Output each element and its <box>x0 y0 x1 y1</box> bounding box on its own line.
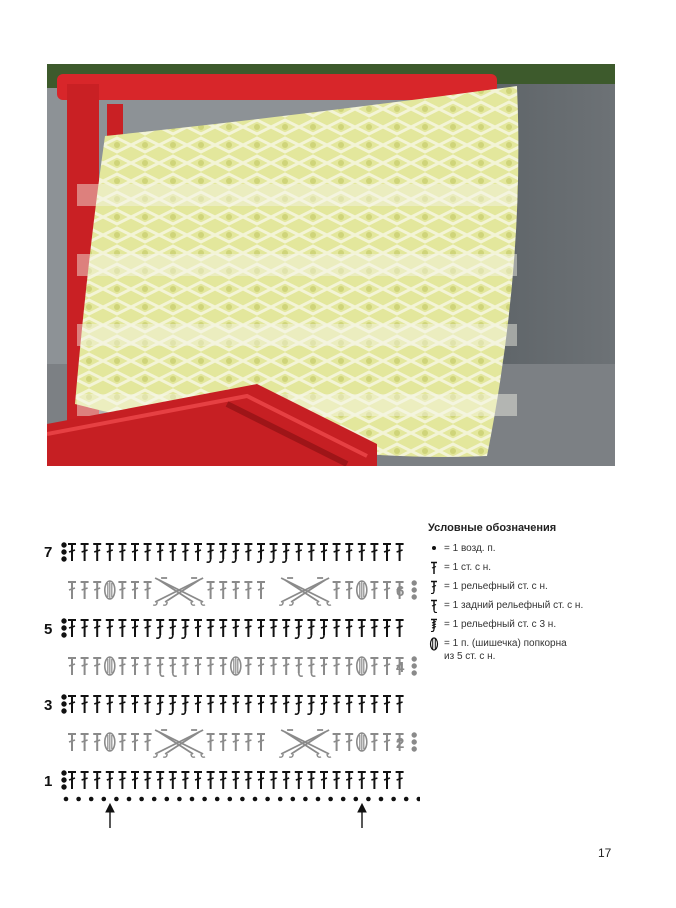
legend-item-text: = 1 рельефный ст. с н. <box>444 581 548 592</box>
dc-symbol <box>81 619 89 637</box>
dc-symbol <box>81 733 89 751</box>
dc-symbol <box>232 771 240 789</box>
dc-symbol <box>156 657 164 676</box>
dc-symbol <box>106 695 114 713</box>
dc-symbol <box>131 695 139 713</box>
front-post-dc-symbol <box>156 619 164 638</box>
dc-symbol <box>144 695 152 713</box>
legend-item-text: = 1 рельефный ст. с 3 н. <box>444 619 557 630</box>
dc-symbol <box>181 657 189 675</box>
chain-dot <box>303 797 308 802</box>
front-post-tr-icon <box>428 618 440 632</box>
chain-dot <box>404 797 409 802</box>
repeat-arrow-right <box>358 804 366 828</box>
dc-symbol <box>144 771 152 789</box>
dc-symbol <box>106 543 114 561</box>
front-post-dc-symbol <box>307 619 315 638</box>
chain-dot <box>240 797 245 802</box>
turning-chain <box>62 619 66 637</box>
dc-symbol <box>181 543 189 561</box>
dc-symbol <box>219 657 227 675</box>
pillow-photo <box>47 64 615 466</box>
front-post-dc-symbol <box>181 619 189 638</box>
dc-symbol <box>307 543 315 561</box>
dc-symbol <box>383 581 391 599</box>
chain-dot <box>190 797 195 802</box>
dc-symbol <box>232 619 240 637</box>
turning-chain <box>412 581 416 599</box>
row-label-4: 4 <box>396 659 405 676</box>
cross-post-symbol <box>153 578 205 605</box>
dc-symbol <box>358 543 366 561</box>
dc-symbol <box>68 543 76 561</box>
dc-symbol <box>270 695 278 713</box>
legend-item-double-crochet <box>428 561 658 580</box>
dc-symbol <box>93 657 101 675</box>
dc-symbol <box>131 581 139 599</box>
front-post-dc-symbol <box>257 543 265 562</box>
dc-symbol <box>81 657 89 675</box>
chain-dot <box>177 797 182 802</box>
front-post-dc-symbol <box>169 695 177 714</box>
dc-symbol <box>144 733 152 751</box>
turning-chain <box>62 695 66 713</box>
dc-symbol <box>106 771 114 789</box>
dc-symbol <box>257 581 265 599</box>
front-post-dc-symbol <box>156 695 164 714</box>
legend-item-text: = 1 ст. с н. <box>444 562 492 573</box>
row-label-1: 1 <box>44 773 53 790</box>
chain-dot <box>64 797 69 802</box>
turning-chain <box>412 733 416 751</box>
legend-item-treble-post <box>428 618 658 637</box>
dc-symbol <box>194 771 202 789</box>
dc-symbol <box>131 771 139 789</box>
front-post-dc-symbol <box>295 695 303 714</box>
page-number: 17 <box>598 846 612 860</box>
dc-symbol <box>194 619 202 637</box>
chain-dot <box>165 797 170 802</box>
legend-title: Условные обозначения <box>428 522 557 534</box>
dc-symbol <box>93 733 101 751</box>
dc-symbol <box>383 695 391 713</box>
front-post-dc-symbol <box>270 543 278 562</box>
dc-symbol <box>270 619 278 637</box>
turning-chain <box>412 657 416 675</box>
dc-symbol <box>282 771 290 789</box>
front-post-dc-symbol <box>219 543 227 562</box>
dc-symbol <box>169 657 177 676</box>
dc-symbol <box>370 619 378 637</box>
dc-symbol <box>207 733 215 751</box>
dc-symbol <box>244 657 252 675</box>
chain-dot <box>265 797 270 802</box>
dc-symbol <box>320 543 328 561</box>
front-post-dc-symbol <box>320 695 328 714</box>
popcorn-symbol <box>357 733 367 751</box>
repeat-arrow-left <box>106 804 114 828</box>
dc-symbol <box>131 657 139 675</box>
turning-chain <box>62 771 66 789</box>
dc-symbol <box>131 619 139 637</box>
dc-symbol <box>295 543 303 561</box>
dc-symbol <box>68 695 76 713</box>
dc-symbol <box>370 657 378 675</box>
legend-item-popcorn <box>428 637 658 671</box>
dc-symbol <box>207 619 215 637</box>
legend-item-back-post <box>428 599 658 618</box>
dc-symbol <box>270 657 278 675</box>
dc-symbol <box>370 695 378 713</box>
dc-symbol <box>370 543 378 561</box>
dc-symbol <box>181 771 189 789</box>
chain-dot <box>139 797 144 802</box>
crochet-chart <box>40 528 420 838</box>
dc-symbol <box>345 771 353 789</box>
chain-dot <box>215 797 220 802</box>
dc-symbol <box>333 695 341 713</box>
dc-symbol <box>68 771 76 789</box>
dc-symbol <box>118 619 126 637</box>
front-post-dc-icon <box>428 580 440 594</box>
row-label-7: 7 <box>44 544 53 561</box>
chain-dot <box>391 797 396 802</box>
dc-symbol <box>345 657 353 675</box>
dc-symbol <box>93 695 101 713</box>
dc-symbol <box>93 619 101 637</box>
legend-item-text-continued: из 5 ст. с н. <box>444 651 496 662</box>
dc-symbol <box>333 619 341 637</box>
dc-symbol <box>118 581 126 599</box>
dc-symbol <box>358 771 366 789</box>
dc-symbol <box>118 771 126 789</box>
dc-symbol <box>219 771 227 789</box>
dc-symbol <box>333 733 341 751</box>
front-post-dc-symbol <box>232 543 240 562</box>
chain-dot <box>379 797 384 802</box>
chain-dot <box>102 797 107 802</box>
popcorn-symbol <box>105 657 115 675</box>
dc-symbol <box>207 581 215 599</box>
dc-symbol <box>118 733 126 751</box>
dc-symbol <box>370 771 378 789</box>
dc-symbol <box>244 543 252 561</box>
legend-item-text: = 1 п. (шишечка) попкорна <box>444 638 567 649</box>
row-label-3: 3 <box>44 697 53 714</box>
chain-dot <box>253 797 258 802</box>
dc-symbol <box>118 543 126 561</box>
dc-symbol <box>396 695 404 713</box>
dc-symbol <box>396 543 404 561</box>
chain-dot <box>341 797 346 802</box>
dc-symbol <box>358 619 366 637</box>
dc-symbol <box>219 695 227 713</box>
dc-symbol <box>270 771 278 789</box>
dc-symbol <box>244 771 252 789</box>
dc-symbol <box>257 657 265 675</box>
dc-symbol <box>131 543 139 561</box>
cross-post-symbol <box>153 730 205 757</box>
dc-symbol <box>320 657 328 675</box>
popcorn-symbol <box>357 657 367 675</box>
chain-dot <box>328 797 333 802</box>
dc-symbol <box>232 581 240 599</box>
dc-symbol <box>244 733 252 751</box>
dc-symbol <box>207 657 215 675</box>
dc-symbol <box>219 619 227 637</box>
dc-symbol <box>307 771 315 789</box>
chain-dot <box>291 797 296 802</box>
chain-dot <box>366 797 371 802</box>
chain-dot <box>417 797 421 802</box>
dc-symbol <box>257 733 265 751</box>
chain-dot <box>114 797 119 802</box>
dc-symbol <box>144 543 152 561</box>
dc-symbol <box>68 657 76 675</box>
dc-symbol <box>144 619 152 637</box>
dc-symbol <box>194 657 202 675</box>
chain-dot <box>228 797 233 802</box>
dc-symbol <box>257 771 265 789</box>
dc-symbol <box>244 619 252 637</box>
dc-symbol <box>396 619 404 637</box>
dc-symbol <box>68 733 76 751</box>
dc-symbol <box>282 657 290 675</box>
dc-symbol <box>93 543 101 561</box>
chain-dot <box>316 797 321 802</box>
legend-item-text: = 1 возд. п. <box>444 543 496 554</box>
dc-symbol <box>244 695 252 713</box>
dc-symbol <box>333 657 341 675</box>
popcorn-symbol <box>105 733 115 751</box>
chain-dot <box>278 797 283 802</box>
dc-symbol <box>383 733 391 751</box>
dc-symbol <box>345 543 353 561</box>
back-post-dc-icon <box>428 599 440 613</box>
dc-symbol <box>333 581 341 599</box>
dc-symbol <box>68 581 76 599</box>
dc-symbol <box>194 695 202 713</box>
front-post-dc-symbol <box>320 619 328 638</box>
dc-symbol <box>307 657 315 676</box>
row-label-2: 2 <box>396 735 405 752</box>
front-post-dc-symbol <box>295 619 303 638</box>
dc-symbol <box>345 733 353 751</box>
dc-symbol <box>144 581 152 599</box>
dc-symbol <box>81 771 89 789</box>
dc-symbol <box>396 771 404 789</box>
chain-dot <box>152 797 157 802</box>
popcorn-icon <box>428 637 440 651</box>
dc-symbol <box>345 581 353 599</box>
dc-symbol <box>383 543 391 561</box>
dc-symbol <box>345 695 353 713</box>
dc-symbol <box>106 619 114 637</box>
row-label-5: 5 <box>44 621 53 638</box>
dc-symbol <box>81 543 89 561</box>
dc-symbol <box>295 657 303 676</box>
chain-dot <box>354 797 359 802</box>
dc-symbol <box>370 733 378 751</box>
dc-symbol <box>383 771 391 789</box>
dc-symbol <box>257 619 265 637</box>
dc-symbol <box>370 581 378 599</box>
dc-symbol <box>93 771 101 789</box>
dc-symbol <box>383 657 391 675</box>
dc-symbol <box>81 581 89 599</box>
legend <box>428 522 658 671</box>
dc-symbol <box>232 695 240 713</box>
dc-symbol <box>156 771 164 789</box>
dc-symbol <box>320 771 328 789</box>
dc-symbol <box>358 695 366 713</box>
row-label-6: 6 <box>396 583 405 600</box>
legend-item-text: = 1 задний рельефный ст. с н. <box>444 600 584 611</box>
dc-symbol <box>232 733 240 751</box>
chain-dot <box>76 797 81 802</box>
legend-item-front-post <box>428 580 658 599</box>
foundation-chain <box>64 797 420 802</box>
chain-dot-icon <box>428 542 440 556</box>
dc-symbol <box>207 695 215 713</box>
dc-symbol <box>244 581 252 599</box>
popcorn-symbol <box>231 657 241 675</box>
dc-symbol <box>118 695 126 713</box>
cross-post-symbol <box>279 578 331 605</box>
dc-symbol <box>219 733 227 751</box>
dc-symbol <box>282 695 290 713</box>
dc-symbol <box>257 695 265 713</box>
dc-symbol <box>194 543 202 561</box>
chain-dot <box>89 797 94 802</box>
front-post-dc-symbol <box>282 543 290 562</box>
double-crochet-icon <box>428 561 440 575</box>
popcorn-symbol <box>105 581 115 599</box>
dc-symbol <box>169 771 177 789</box>
dc-symbol <box>156 543 164 561</box>
chain-dot <box>127 797 132 802</box>
dc-symbol <box>93 581 101 599</box>
legend-item-chain <box>428 542 658 561</box>
dc-symbol <box>345 619 353 637</box>
front-post-dc-symbol <box>181 695 189 714</box>
chain-dot <box>202 797 207 802</box>
front-post-dc-symbol <box>307 695 315 714</box>
dc-symbol <box>383 619 391 637</box>
dc-symbol <box>68 619 76 637</box>
dc-symbol <box>81 695 89 713</box>
front-post-dc-symbol <box>169 619 177 638</box>
dc-symbol <box>282 619 290 637</box>
front-post-dc-symbol <box>207 543 215 562</box>
dc-symbol <box>144 657 152 675</box>
dc-symbol <box>333 543 341 561</box>
dc-symbol <box>295 771 303 789</box>
dc-symbol <box>207 771 215 789</box>
dc-symbol <box>131 733 139 751</box>
cross-post-symbol <box>279 730 331 757</box>
dc-symbol <box>219 581 227 599</box>
dc-symbol <box>118 657 126 675</box>
popcorn-symbol <box>357 581 367 599</box>
dc-symbol <box>169 543 177 561</box>
turning-chain <box>62 543 66 561</box>
dc-symbol <box>333 771 341 789</box>
